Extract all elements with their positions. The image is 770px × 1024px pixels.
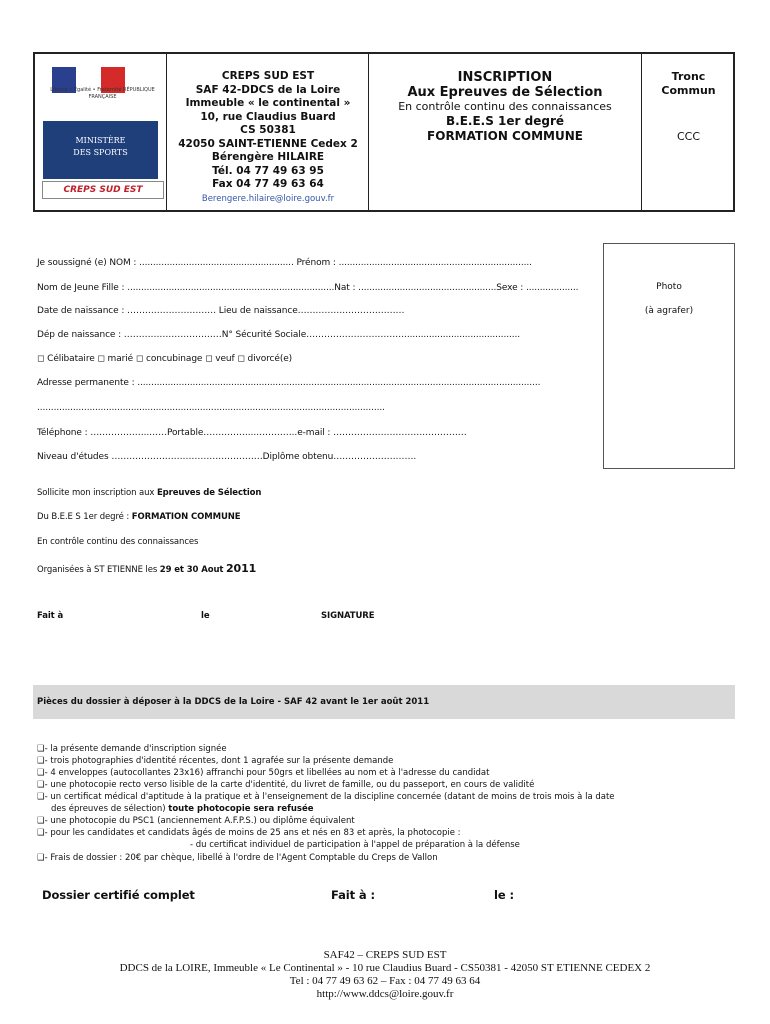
form-line-nom[interactable]: Je soussigné (e) NOM : ........................................................ Prénom : ...................................................................... bbox=[37, 258, 532, 268]
photo-box bbox=[603, 243, 735, 469]
checklist-item[interactable]: ❑- Frais de dossier : 20€ par chèque, libellé à l'ordre de l'Agent Comptable du Creps de Vallon bbox=[37, 853, 438, 863]
address-line: SAF 42-DDCS de la Loire bbox=[195, 83, 341, 96]
republique-text: Liberté • Égalité • Fraternité RÉPUBLIQUE FRANÇAISE bbox=[50, 87, 155, 100]
checklist-item[interactable]: ❑- trois photographies d'identité récentes, dont 1 agrafée sur la présente demande bbox=[37, 756, 394, 766]
address-line: Immeuble « le continental » bbox=[185, 97, 351, 109]
request-line-4: Organisées à ST ETIENNE les 29 et 30 Aout 2011 bbox=[37, 562, 257, 575]
title-block bbox=[369, 70, 641, 144]
header-box bbox=[33, 52, 735, 212]
creps-logo: CREPS SUD EST bbox=[42, 181, 164, 199]
title-controle: En contrôle continu des connaissances bbox=[398, 100, 612, 113]
address-line: Bérengère HILAIRE bbox=[211, 151, 325, 163]
title-formation: FORMATION COMMUNE bbox=[427, 129, 583, 143]
form-line-naissance[interactable]: Date de naissance : ………………………… Lieu de naissance……………………………… bbox=[37, 306, 405, 316]
ccc-label: CCC bbox=[676, 130, 701, 143]
checklist-item[interactable]: ❑- une photocopie du PSC1 (anciennement A.F.P.S.) ou diplôme équivalent bbox=[37, 816, 355, 826]
address-line: CS 50381 bbox=[240, 124, 296, 136]
footer bbox=[0, 949, 770, 1001]
dossier-certifie-label: Dossier certifié complet bbox=[42, 888, 195, 902]
form-line-etudes[interactable]: Niveau d'études ……………………………………………Diplôme obtenu………………………. bbox=[37, 452, 417, 462]
pieces-header: Pièces du dossier à déposer à la DDCS de la Loire - SAF 42 avant le 1er août 2011 bbox=[33, 685, 735, 719]
commun-label: Commun bbox=[661, 84, 716, 97]
address-line: Fax 04 77 49 63 64 bbox=[212, 178, 324, 190]
email-link[interactable]: Berengere.hilaire@loire.gouv.fr bbox=[201, 193, 335, 204]
checklist-item[interactable]: ❑- pour les candidates et candidats âgés de moins de 25 ans et nés en 83 et après, la photocopie : bbox=[37, 828, 461, 838]
title-epreuves: Aux Epreuves de Sélection bbox=[407, 85, 603, 100]
checklist-item-cont: - du certificat individuel de participation à l'appel de préparation à la défense bbox=[190, 840, 520, 850]
photo-label: Photo bbox=[656, 282, 682, 292]
le-label: le bbox=[201, 611, 210, 621]
address-line: 42050 SAINT-ETIENNE Cedex 2 bbox=[178, 137, 358, 150]
checklist-item[interactable]: ❑- une photocopie recto verso lisible de la carte d'identité, du livret de famille, ou du passeport, en cours de validité bbox=[37, 780, 535, 790]
photo-sub: (à agrafer) bbox=[644, 306, 694, 316]
logo-area bbox=[35, 54, 168, 210]
form-line-telephone[interactable]: Téléphone : ………………..……Portable……………...…………..e-mail : ……………………………………… bbox=[37, 428, 467, 438]
form-line-adresse[interactable]: Adresse permanente : .................................................................................................................................................. bbox=[37, 378, 541, 388]
tronc-commun bbox=[642, 70, 735, 98]
address-line: CREPS SUD EST bbox=[221, 70, 315, 82]
checklist-item[interactable]: ❑- 4 enveloppes (autocollantes 23x16) affranchi pour 50grs et libellées au nom et à l'adresse du candidat bbox=[37, 768, 490, 778]
address-line: Tél. 04 77 49 63 95 bbox=[212, 164, 324, 177]
address-line: 10, rue Claudius Buard bbox=[200, 110, 336, 123]
signature-label[interactable]: SIGNATURE bbox=[321, 611, 375, 621]
request-line-3: En contrôle continu des connaissances bbox=[37, 537, 199, 547]
checklist-item-cont: des épreuves de sélection) toute photocopie sera refusée bbox=[51, 804, 314, 814]
footer-link[interactable]: http://www.ddcs@loire.gouv.fr bbox=[316, 988, 454, 1000]
form-line-secu[interactable]: Dép de naissance : ……………………………N° Sécurité Sociale…………………………….......................................... bbox=[37, 330, 521, 340]
address-block bbox=[170, 70, 366, 205]
request-line-1: Sollicite mon inscription aux Epreuves de Sélection bbox=[37, 488, 262, 498]
footer-line: DDCS de la LOIRE, Immeuble « Le Continental » - 10 rue Claudius Buard - CS50381 - 42050 ST ETIENNE CEDEX 2 bbox=[119, 962, 651, 974]
checklist-item[interactable]: ❑- la présente demande d'inscription signée bbox=[37, 744, 227, 754]
title-inscription: INSCRIPTION bbox=[457, 70, 553, 85]
title-bees: B.E.E.S 1er degré bbox=[446, 114, 564, 128]
ministere-logo bbox=[43, 121, 158, 179]
certif-le-label: le : bbox=[494, 888, 514, 902]
ministere-line1: MINISTÈRE bbox=[75, 136, 126, 145]
ministere-line2: DES SPORTS bbox=[73, 148, 128, 157]
certif-fait-label: Fait à : bbox=[331, 888, 375, 902]
fait-a-label: Fait à bbox=[37, 611, 64, 621]
form-line-adresse-2[interactable]: .............................................................................................................................. bbox=[37, 403, 385, 413]
checklist-item[interactable]: ❑- un certificat médical d'aptitude à la pratique et à l'enseignement de la discipline concernée (datant de moins de trois mois à la date bbox=[37, 792, 615, 802]
form-line-statut[interactable]: ◻ Célibataire ◻ marié ◻ concubinage ◻ veuf ◻ divorcé(e) bbox=[37, 354, 293, 364]
footer-line: Tel : 04 77 49 63 62 – Fax : 04 77 49 63 64 bbox=[289, 975, 481, 987]
form-line-jeune-fille[interactable]: Nom de Jeune Fille : ...........................................................................Nat : ..................................................Sexe : ................... bbox=[37, 283, 579, 293]
footer-line: SAF42 – CREPS SUD EST bbox=[323, 949, 447, 961]
request-line-2: Du B.E.E S 1er degré : FORMATION COMMUNE bbox=[37, 512, 241, 522]
tronc-label: Tronc bbox=[671, 70, 706, 83]
